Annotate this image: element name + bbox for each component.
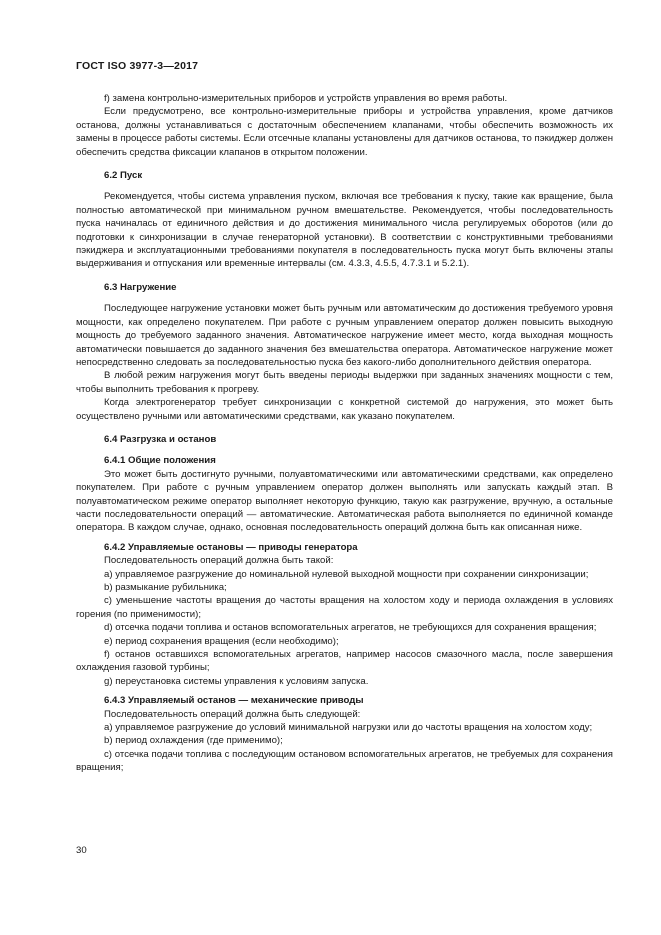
paragraph: g) переустановка системы управления к условиям запуска. (104, 675, 369, 687)
paragraph: Если предусмотрено, все контрольно-измерительные приборы и устройства управления, кроме датчиков останова, должны устанавливаться с достаточным обеспечением клапанами, чтобы обеспечить возможность их замены в процессе работы системы. Если отсечные клапаны установлены для датчиков останова, то пэкиджер должен обеспечить средства фиксации клапанов в открытом положении. (76, 106, 613, 158)
section-heading: 6.2 Пуск (104, 170, 143, 182)
paragraph: c) уменьшение частоты вращения до частоты вращения на холостом ходу и периода охлаждения в условиях горения (по применимости); (76, 595, 613, 620)
paragraph: Последующее нагружение установки может быть ручным или автоматическим до достижения требуемого уровня мощности, как определено покупателем. При работе с ручным управлением оператор должен повысить выходную мощность до требуемого заданного значения. Автоматическое нагружение имеет место, когда выходная мощность автоматически повышается до заданного значения без вмешательства оператора. Автоматическое нагружение может непосредственно следовать за последовательностью пуска без какого-либо дополнительного действия оператора. (76, 303, 613, 368)
document-body (76, 92, 613, 775)
subsection-heading: 6.4.3 Управляемый останов — механические приводы (104, 695, 364, 707)
paragraph: a) управляемое разгружение до номинальной нулевой выходной мощности при сохранении синхронизации; (104, 568, 589, 580)
paragraph: b) размыкание рубильника; (104, 582, 227, 593)
subsection-heading: 6.4.2 Управляемые остановы — приводы генератора (104, 541, 358, 553)
paragraph: c) отсечка подачи топлива с последующим остановом вспомогательных агрегатов, не требуемых для сохранения вращения; (76, 748, 613, 774)
paragraph: d) отсечка подачи топлива и останов вспомогательных агрегатов, не требующихся для сохранения вращения; (104, 622, 597, 634)
paragraph: Когда электрогенератор требует синхронизации с конкретной системой до нагружения, это может быть осуществлено ручными или автоматическими средствами, как указано покупателем. (76, 397, 613, 422)
paragraph: Рекомендуется, чтобы система управления пуском, включая все требования к пуску, такие как вращение, была полностью автоматической при минимальном ручном вмешательстве. Рекомендуется, чтобы последовательность пуска начиналась от единичного действия и до достижения минимального числа регулируемых оборотов (или до подготовки к синхронизации в случае генераторной установки). В соответствии с конструктивными требованиями пэкиджера и эксплуатационными требованиями покупателя в последовательность пуска могут быть включены этапы выдерживания и отпускания или временные интервалы (см. 4.3.3, 4.5.5, 4.7.3.1 и 5.2.1). (76, 191, 613, 270)
paragraph: b) период охлаждения (где применимо); (104, 735, 283, 747)
section-heading: 6.3 Нагружение (104, 281, 177, 293)
subsection-heading: 6.4.1 Общие положения (104, 455, 216, 467)
paragraph: Последовательность операций должна быть такой: (104, 555, 334, 567)
paragraph: Последовательность операций должна быть следующей: (104, 708, 361, 720)
paragraph: Это может быть достигнуто ручными, полуавтоматическими или автоматическими средствами, как определено покупателем. При работе с ручным управлением оператор должен выполнять или запускать каждый этап. В полуавтоматическом режиме оператор выполняет некоторую функцию, такую как разгружение, вручную, а остальные части последовательности операций — автоматические. Автоматическая работа выполняется по единичной команде оператора. В каждом случае, однако, основная последовательность операций должна быть как описанная ниже. (76, 468, 613, 534)
paragraph: e) период сохранения вращения (если необходимо); (104, 635, 339, 647)
section-heading: 6.4 Разгрузка и останов (104, 433, 217, 445)
document-header: ГОСТ ISO 3977-3—2017 (76, 60, 199, 72)
paragraph: a) управляемое разгружение до условий минимальной нагрузки или до частоты вращения на холостом ходу; (104, 722, 593, 734)
page-number: 30 (76, 845, 87, 856)
paragraph: f) останов оставшихся вспомогательных агрегатов, например насосов смазочного масла, после завершения охлаждения газовой турбины; (76, 649, 613, 674)
paragraph: В любой режим нагружения могут быть введены периоды выдержки при заданных значениях мощности с тем, чтобы выполнить требования к прогреву. (76, 370, 613, 395)
paragraph: f) замена контрольно-измерительных приборов и устройств управления во время работы. (104, 93, 508, 104)
